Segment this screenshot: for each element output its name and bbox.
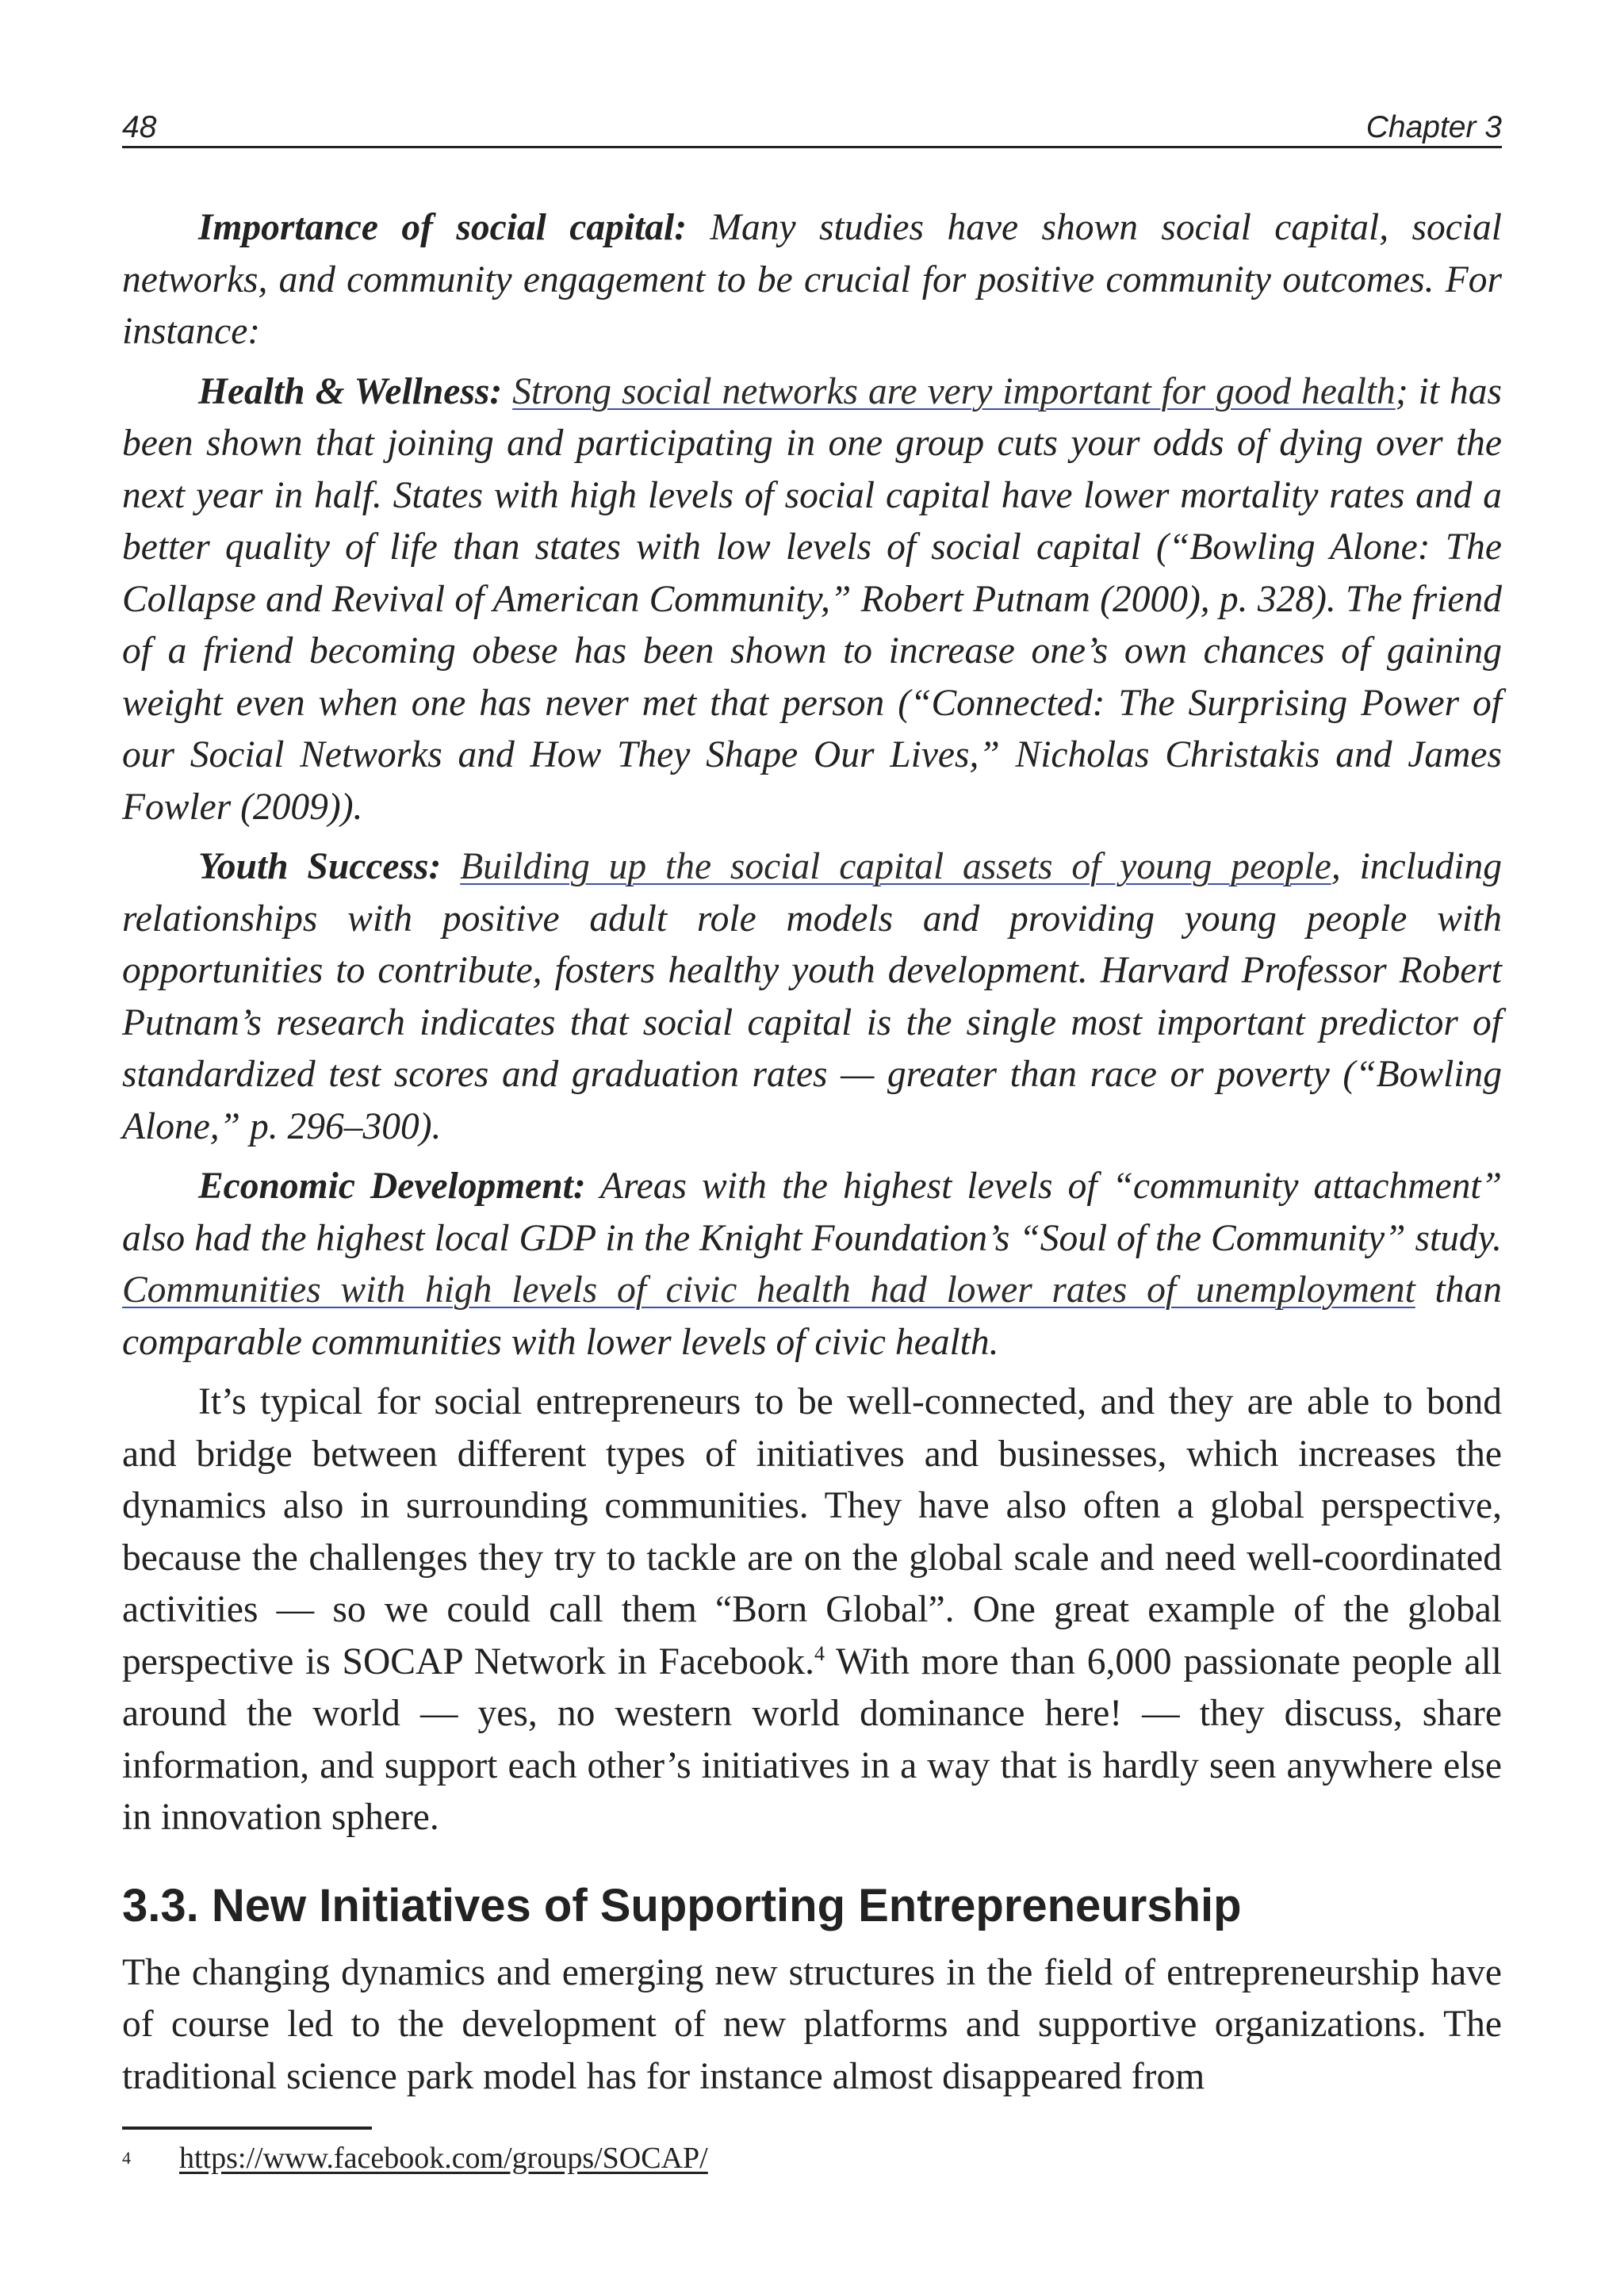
section-heading: 3.3. New Initiatives of Supporting Entrepreneurship [122,1879,1242,1931]
footnote-link[interactable]: https://www.facebook.com/groups/SOCAP/ [179,2142,708,2175]
text-entrepreneurs-after: With more than 6,000 passionate people all around the world — yes, no western world dominance here! — they discuss, share information, and support each other’s initiatives in a way that is hardly seen anywhere else in innovation sphere. [122,1640,1502,1838]
text-health: ; it has been shown that joining and participating in one group cuts your odds of dying over the next year in half. States with high levels of social capital have lower mortality rates and a better quality of life than states with low levels of social capital (“Bowling Alone: The Collapse and Revival of American Community,” Robert Putnam (2000), p. 328). The friend of a friend becoming obese has been shown to increase one’s own chances of gaining weight even when one has never met that person (“Connected: The Surprising Power of our Social Networks and How They Shape Our Lives,” Nicholas Christakis and James Fowler (2009)). [122,370,1502,828]
lead-importance: Importance of social capital: [198,207,688,248]
paragraph-health [122,366,1502,834]
link-economic[interactable]: Communities with high levels of civic health had lower rates of unemployment [122,1269,1415,1311]
footnote-number: 4 [122,2148,131,2168]
header-rule [122,146,1502,148]
paragraph-entrepreneurs [122,1376,1502,1844]
page-number: 48 [122,110,157,144]
footnote-rule [122,2126,372,2130]
paragraph-youth [122,841,1502,1153]
lead-health: Health & Wellness: [198,370,503,412]
lead-youth: Youth Success: [198,846,442,887]
lead-economic: Economic Development: [198,1166,586,1207]
link-health[interactable]: Strong social networks are very important for good health [512,370,1396,412]
paragraph-section: The changing dynamics and emerging new structures in the field of entrepreneurship have of course led to the development of new platforms and supportive organizations. The traditional science park model has for instance almost disappeared from [122,1951,1502,2097]
chapter-label: Chapter 3 [1365,110,1502,144]
text-importance: Many studies have shown social capital, social networks, and community engagement to be crucial for positive community outcomes. For instance: [122,207,1502,352]
footnote-reference[interactable]: 4 [814,1641,825,1665]
text-youth: , including relationships with positive adult role models and providing young people with opportunities to contribute, fosters healthy youth development. Harvard Professor Robert Putnam’s research indicates that social capital is the single most important predictor of standardized test scores and graduation rates — greater than race or poverty (“Bowling Alone,” p. 296–300). [122,846,1502,1147]
text-economic-before: Areas with the highest levels of “community attachment” also had the highest local GDP in the Knight Foundation’s “Soul of the Community” study. [122,1166,1502,1259]
footnote [122,2141,708,2176]
link-youth[interactable]: Building up the social capital assets of young people [460,846,1331,887]
paragraph-importance [122,202,1502,358]
page-body [122,202,1502,2103]
text-economic-after: than comparable communities with lower levels of civic health. [122,1269,1503,1363]
text-entrepreneurs-before: It’s typical for social entrepreneurs to be well-connected, and they are able to bond and bridge between different types of initiatives and businesses, which increases the dynamics also in surrounding communities. They have also often a global perspective, because the challenges they try to tackle are on the global scale and need well-coordinated activities — so we could call them “Born Global”. One great example of the global perspective is SOCAP Network in Facebook. [122,1381,1502,1682]
paragraph-economic [122,1161,1502,1369]
